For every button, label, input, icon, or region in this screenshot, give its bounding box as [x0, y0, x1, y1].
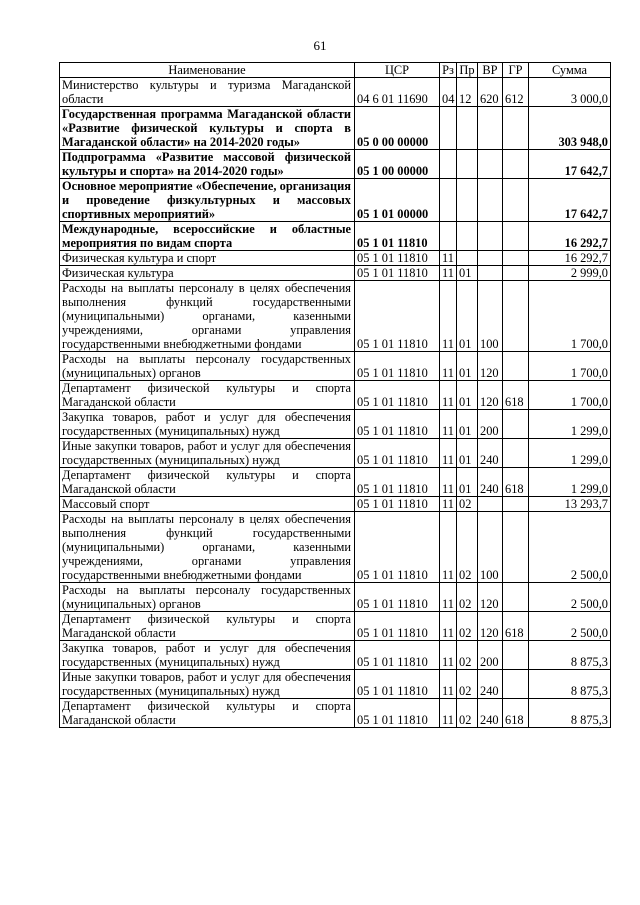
cell-sum: 2 999,0	[529, 266, 611, 281]
column-header-vr: ВР	[478, 63, 503, 78]
cell-csr: 05 1 00 00000	[355, 150, 440, 179]
cell-rz: 11	[440, 641, 457, 670]
cell-vr: 100	[478, 512, 503, 583]
cell-pr: 02	[457, 612, 478, 641]
cell-vr: 120	[478, 583, 503, 612]
column-header-name: Наименование	[60, 63, 355, 78]
cell-vr	[478, 107, 503, 150]
column-header-gr: ГР	[503, 63, 529, 78]
cell-gr	[503, 352, 529, 381]
cell-name: Закупка товаров, работ и услуг для обеспечения государственных (муниципальных) нужд	[60, 641, 355, 670]
cell-pr: 01	[457, 281, 478, 352]
cell-rz: 04	[440, 78, 457, 107]
cell-rz: 11	[440, 497, 457, 512]
cell-csr: 05 1 01 11810	[355, 583, 440, 612]
cell-rz: 11	[440, 381, 457, 410]
cell-gr	[503, 497, 529, 512]
cell-vr: 240	[478, 468, 503, 497]
cell-csr: 05 1 01 11810	[355, 352, 440, 381]
cell-name: Расходы на выплаты персоналу государственных (муниципальных) органов	[60, 583, 355, 612]
cell-pr: 01	[457, 439, 478, 468]
cell-gr	[503, 150, 529, 179]
cell-gr: 612	[503, 78, 529, 107]
cell-pr: 01	[457, 410, 478, 439]
cell-rz: 11	[440, 281, 457, 352]
cell-sum: 8 875,3	[529, 641, 611, 670]
cell-rz: 11	[440, 352, 457, 381]
cell-vr: 200	[478, 410, 503, 439]
cell-pr: 02	[457, 670, 478, 699]
cell-vr: 100	[478, 281, 503, 352]
cell-rz: 11	[440, 670, 457, 699]
cell-rz: 11	[440, 251, 457, 266]
cell-vr	[478, 150, 503, 179]
cell-name: Департамент физической культуры и спорта Магаданской области	[60, 699, 355, 728]
cell-gr	[503, 410, 529, 439]
cell-rz: 11	[440, 512, 457, 583]
cell-sum: 17 642,7	[529, 150, 611, 179]
cell-gr: 618	[503, 699, 529, 728]
cell-sum: 1 299,0	[529, 439, 611, 468]
table-row	[60, 251, 611, 266]
cell-rz	[440, 107, 457, 150]
cell-csr: 05 1 01 11810	[355, 381, 440, 410]
cell-pr	[457, 251, 478, 266]
table-row	[60, 281, 611, 352]
cell-gr	[503, 222, 529, 251]
cell-gr	[503, 179, 529, 222]
cell-vr: 200	[478, 641, 503, 670]
cell-name: Расходы на выплаты персоналу в целях обеспечения выполнения функций государственными (муниципальными) органами, казенными учреждениями, органами управления государственными внебюджетными фондами	[60, 281, 355, 352]
cell-csr: 05 1 01 11810	[355, 468, 440, 497]
cell-sum: 1 700,0	[529, 281, 611, 352]
table-row	[60, 583, 611, 612]
cell-sum: 17 642,7	[529, 179, 611, 222]
cell-csr: 05 1 01 11810	[355, 512, 440, 583]
cell-rz	[440, 222, 457, 251]
cell-vr: 240	[478, 439, 503, 468]
table-row	[60, 150, 611, 179]
cell-csr: 05 1 01 11810	[355, 497, 440, 512]
column-header-rz: Рз	[440, 63, 457, 78]
cell-name: Физическая культура	[60, 266, 355, 281]
cell-name: Закупка товаров, работ и услуг для обеспечения государственных (муниципальных) нужд	[60, 410, 355, 439]
table-header-row	[60, 63, 611, 78]
cell-csr: 05 0 00 00000	[355, 107, 440, 150]
cell-csr: 05 1 01 11810	[355, 641, 440, 670]
table-row	[60, 179, 611, 222]
table-row	[60, 266, 611, 281]
table-row	[60, 468, 611, 497]
cell-sum: 2 500,0	[529, 583, 611, 612]
cell-gr	[503, 670, 529, 699]
cell-name: Иные закупки товаров, работ и услуг для обеспечения государственных (муниципальных) нужд	[60, 670, 355, 699]
table-row	[60, 439, 611, 468]
table-row	[60, 670, 611, 699]
column-header-sum: Сумма	[529, 63, 611, 78]
cell-name: Департамент физической культуры и спорта Магаданской области	[60, 381, 355, 410]
table-row	[60, 107, 611, 150]
cell-csr: 05 1 01 11810	[355, 410, 440, 439]
cell-pr: 02	[457, 512, 478, 583]
cell-csr: 05 1 01 11810	[355, 612, 440, 641]
table-row	[60, 641, 611, 670]
cell-csr: 05 1 01 11810	[355, 281, 440, 352]
cell-gr	[503, 641, 529, 670]
cell-name: Массовый спорт	[60, 497, 355, 512]
cell-pr	[457, 222, 478, 251]
cell-pr: 01	[457, 468, 478, 497]
cell-rz: 11	[440, 439, 457, 468]
table-body	[60, 78, 611, 728]
cell-csr: 04 6 01 11690	[355, 78, 440, 107]
cell-pr: 01	[457, 266, 478, 281]
cell-rz: 11	[440, 410, 457, 439]
cell-pr: 02	[457, 641, 478, 670]
cell-gr	[503, 107, 529, 150]
cell-name: Иные закупки товаров, работ и услуг для обеспечения государственных (муниципальных) нужд	[60, 439, 355, 468]
cell-rz: 11	[440, 468, 457, 497]
cell-gr	[503, 251, 529, 266]
table-row	[60, 512, 611, 583]
cell-vr: 120	[478, 352, 503, 381]
page-number: 61	[313, 38, 327, 53]
cell-gr	[503, 266, 529, 281]
cell-sum: 1 700,0	[529, 352, 611, 381]
cell-rz: 11	[440, 699, 457, 728]
cell-csr: 05 1 01 11810	[355, 439, 440, 468]
cell-rz	[440, 179, 457, 222]
cell-csr: 05 1 01 11810	[355, 251, 440, 266]
cell-name: Международные, всероссийские и областные мероприятия по видам спорта	[60, 222, 355, 251]
column-header-csr: ЦСР	[355, 63, 440, 78]
cell-gr	[503, 281, 529, 352]
table-row	[60, 352, 611, 381]
cell-sum: 16 292,7	[529, 222, 611, 251]
cell-sum: 1 299,0	[529, 410, 611, 439]
cell-vr	[478, 266, 503, 281]
cell-name: Расходы на выплаты персоналу государственных (муниципальных) органов	[60, 352, 355, 381]
cell-pr: 02	[457, 497, 478, 512]
cell-sum: 8 875,3	[529, 670, 611, 699]
table-row	[60, 699, 611, 728]
cell-pr	[457, 179, 478, 222]
cell-rz: 11	[440, 612, 457, 641]
cell-vr	[478, 222, 503, 251]
table-row	[60, 381, 611, 410]
cell-csr: 05 1 01 11810	[355, 670, 440, 699]
cell-gr: 618	[503, 381, 529, 410]
cell-gr	[503, 512, 529, 583]
cell-gr: 618	[503, 468, 529, 497]
cell-name: Основное мероприятие «Обеспечение, организация и проведение физкультурных и массовых спортивных мероприятий»	[60, 179, 355, 222]
cell-pr: 12	[457, 78, 478, 107]
cell-name: Расходы на выплаты персоналу в целях обеспечения выполнения функций государственными (муниципальными) органами, казенными учреждениями, органами управления государственными внебюджетными фондами	[60, 512, 355, 583]
cell-sum: 1 700,0	[529, 381, 611, 410]
cell-sum: 3 000,0	[529, 78, 611, 107]
cell-vr	[478, 251, 503, 266]
cell-sum: 13 293,7	[529, 497, 611, 512]
table-row	[60, 222, 611, 251]
cell-vr: 620	[478, 78, 503, 107]
cell-vr: 120	[478, 612, 503, 641]
cell-sum: 2 500,0	[529, 612, 611, 641]
cell-sum: 303 948,0	[529, 107, 611, 150]
cell-sum: 8 875,3	[529, 699, 611, 728]
cell-csr: 05 1 01 11810	[355, 699, 440, 728]
cell-rz: 11	[440, 583, 457, 612]
cell-csr: 05 1 01 11810	[355, 266, 440, 281]
cell-name: Государственная программа Магаданской области «Развитие физической культуры и спорта в Магаданской области» на 2014-2020 годы»	[60, 107, 355, 150]
cell-vr	[478, 179, 503, 222]
table-row	[60, 78, 611, 107]
cell-gr: 618	[503, 612, 529, 641]
cell-vr	[478, 497, 503, 512]
cell-gr	[503, 439, 529, 468]
cell-gr	[503, 583, 529, 612]
cell-pr	[457, 107, 478, 150]
cell-csr: 05 1 01 11810	[355, 222, 440, 251]
cell-pr: 02	[457, 583, 478, 612]
cell-csr: 05 1 01 00000	[355, 179, 440, 222]
cell-sum: 16 292,7	[529, 251, 611, 266]
cell-name: Физическая культура и спорт	[60, 251, 355, 266]
cell-sum: 2 500,0	[529, 512, 611, 583]
table-row	[60, 410, 611, 439]
cell-name: Департамент физической культуры и спорта Магаданской области	[60, 468, 355, 497]
table-row	[60, 612, 611, 641]
cell-pr: 01	[457, 381, 478, 410]
cell-rz: 11	[440, 266, 457, 281]
cell-rz	[440, 150, 457, 179]
cell-pr: 02	[457, 699, 478, 728]
cell-vr: 240	[478, 670, 503, 699]
cell-pr	[457, 150, 478, 179]
cell-vr: 240	[478, 699, 503, 728]
cell-name: Департамент физической культуры и спорта Магаданской области	[60, 612, 355, 641]
cell-vr: 120	[478, 381, 503, 410]
table-row	[60, 497, 611, 512]
cell-sum: 1 299,0	[529, 468, 611, 497]
cell-name: Подпрограмма «Развитие массовой физической культуры и спорта» на 2014-2020 годы»	[60, 150, 355, 179]
budget-table	[59, 62, 611, 728]
cell-name: Министерство культуры и туризма Магаданской области	[60, 78, 355, 107]
column-header-pr: Пр	[457, 63, 478, 78]
cell-pr: 01	[457, 352, 478, 381]
